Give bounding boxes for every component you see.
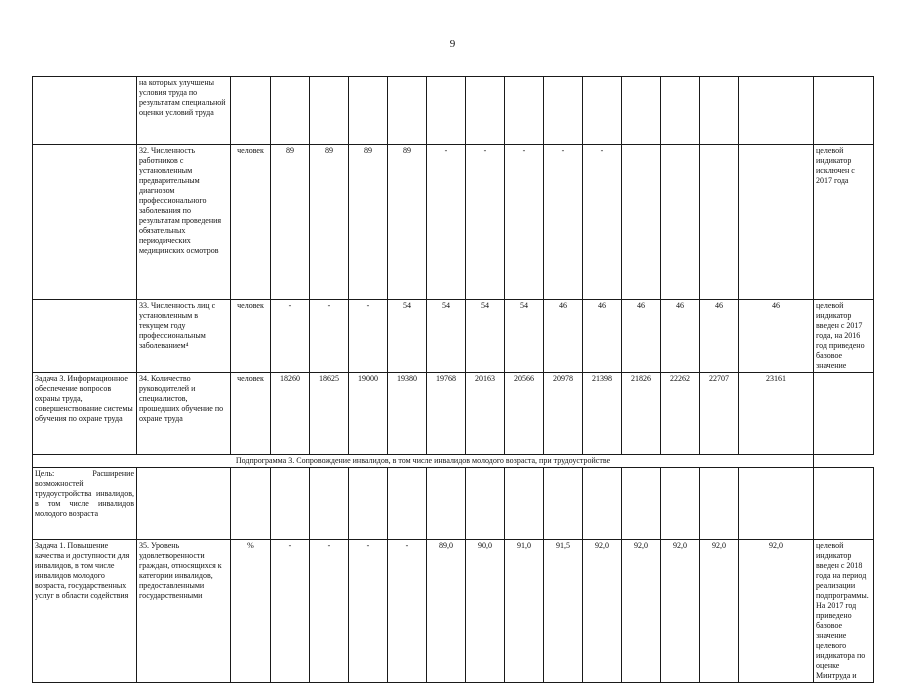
goal-cell: Цель: Расширение возможностей трудоустройства инвалидов, в том числе инвалидов молодого возраста [33,468,137,540]
value-cell: 46 [739,300,814,373]
value-cell [622,468,661,540]
value-cell [310,468,349,540]
table-row [33,300,874,373]
value-cell: - [544,145,583,300]
note-cell: целевой индикатор введен с 2017 года, на 2016 год приведено базовое значение [814,300,874,373]
value-cell: 20566 [505,373,544,455]
indicators-table [32,76,874,683]
value-cell [700,145,739,300]
table-row [33,373,874,455]
value-cell: 18625 [310,373,349,455]
value-cell: 19768 [427,373,466,455]
value-cell: 89 [271,145,310,300]
value-cell: - [466,145,505,300]
value-cell: 54 [388,300,427,373]
value-cell: 46 [544,300,583,373]
value-cell: 46 [583,300,622,373]
value-cell: 89 [310,145,349,300]
value-cell: 92,0 [583,540,622,683]
indicator-cell: 35. Уровень удовлетворенности граждан, относящихся к категории инвалидов, предоставленными государственными [137,540,231,683]
value-cell [544,468,583,540]
indicator-cell [137,468,231,540]
indicator-cell: 32. Численность работников с установленным предварительным диагнозом профессионального заболевания по результатам проведения обязательных периодических медицинских осмотров [137,145,231,300]
value-cell: 21826 [622,373,661,455]
goal-cell [33,145,137,300]
value-cell: 46 [700,300,739,373]
value-cell [739,77,814,145]
unit-cell: человек [231,145,271,300]
value-cell: - [583,145,622,300]
value-cell: 89 [388,145,427,300]
note-cell [814,468,874,540]
value-cell: 92,0 [622,540,661,683]
value-cell [310,77,349,145]
value-cell [466,77,505,145]
value-cell: - [349,540,388,683]
value-cell: 21398 [583,373,622,455]
goal-cell: Задача 3. Информационное обеспечение вопросов охраны труда, совершенствование системы обучения по охране труда [33,373,137,455]
indicators-table-container [32,76,874,680]
value-cell [661,145,700,300]
value-cell: 92,0 [661,540,700,683]
indicator-cell: 34. Количество руководителей и специалистов, прошедших обучение по охране труда [137,373,231,455]
value-cell [271,77,310,145]
value-cell [466,468,505,540]
value-cell [388,77,427,145]
note-cell [814,77,874,145]
subprogram-row [33,455,874,468]
value-cell: - [349,300,388,373]
note-cell: целевой индикатор исключен с 2017 года [814,145,874,300]
value-cell: 18260 [271,373,310,455]
value-cell [700,468,739,540]
indicator-cell: 33. Численность лиц с установленным в текущем году профессиональным заболеванием⁴ [137,300,231,373]
unit-cell [231,77,271,145]
value-cell [271,468,310,540]
value-cell: 90,0 [466,540,505,683]
value-cell [505,77,544,145]
value-cell: 22262 [661,373,700,455]
value-cell [583,468,622,540]
value-cell [622,145,661,300]
unit-cell [231,468,271,540]
goal-cell: Задача 1. Повышение качества и доступности для инвалидов, в том числе инвалидов молодого возраста, государственных услуг в области содействия [33,540,137,683]
page-number: 9 [449,38,456,50]
value-cell: 20163 [466,373,505,455]
value-cell [427,77,466,145]
value-cell: 91,5 [544,540,583,683]
value-cell [427,468,466,540]
value-cell [739,468,814,540]
value-cell: 19000 [349,373,388,455]
value-cell [739,145,814,300]
goal-cell [33,300,137,373]
unit-cell: % [231,540,271,683]
value-cell: - [271,300,310,373]
value-cell: 92,0 [700,540,739,683]
unit-cell: человек [231,373,271,455]
value-cell: - [310,300,349,373]
subprogram-heading: Подпрограмма 3. Сопровождение инвалидов, в том числе инвалидов молодого возраста, при трудоустройстве [33,455,814,468]
value-cell: 89,0 [427,540,466,683]
value-cell [661,468,700,540]
value-cell: 19380 [388,373,427,455]
value-cell: 22707 [700,373,739,455]
indicator-cell: на которых улучшены условия труда по результатам специальной оценки условий труда [137,77,231,145]
value-cell: 91,0 [505,540,544,683]
value-cell [505,468,544,540]
value-cell: 54 [427,300,466,373]
value-cell: - [427,145,466,300]
value-cell [622,77,661,145]
note-cell [814,373,874,455]
value-cell: 92,0 [739,540,814,683]
table-row [33,77,874,145]
goal-cell [33,77,137,145]
value-cell: 46 [661,300,700,373]
value-cell: 54 [505,300,544,373]
value-cell [583,77,622,145]
table-row [33,540,874,683]
value-cell [544,77,583,145]
value-cell: - [310,540,349,683]
value-cell [349,468,388,540]
value-cell: - [388,540,427,683]
unit-cell: человек [231,300,271,373]
value-cell [661,77,700,145]
value-cell: - [271,540,310,683]
value-cell: 46 [622,300,661,373]
value-cell [349,77,388,145]
table-row [33,468,874,540]
value-cell: 20978 [544,373,583,455]
value-cell [388,468,427,540]
value-cell: 54 [466,300,505,373]
value-cell [700,77,739,145]
note-cell: целевой индикатор введен с 2018 года на период реализации подпрограммы. На 2017 год приведено базовое значение целевого индикатора по оценке Минтруда и [814,540,874,683]
table-row [33,145,874,300]
value-cell: 23161 [739,373,814,455]
table-body [33,77,874,683]
value-cell: 89 [349,145,388,300]
value-cell: - [505,145,544,300]
